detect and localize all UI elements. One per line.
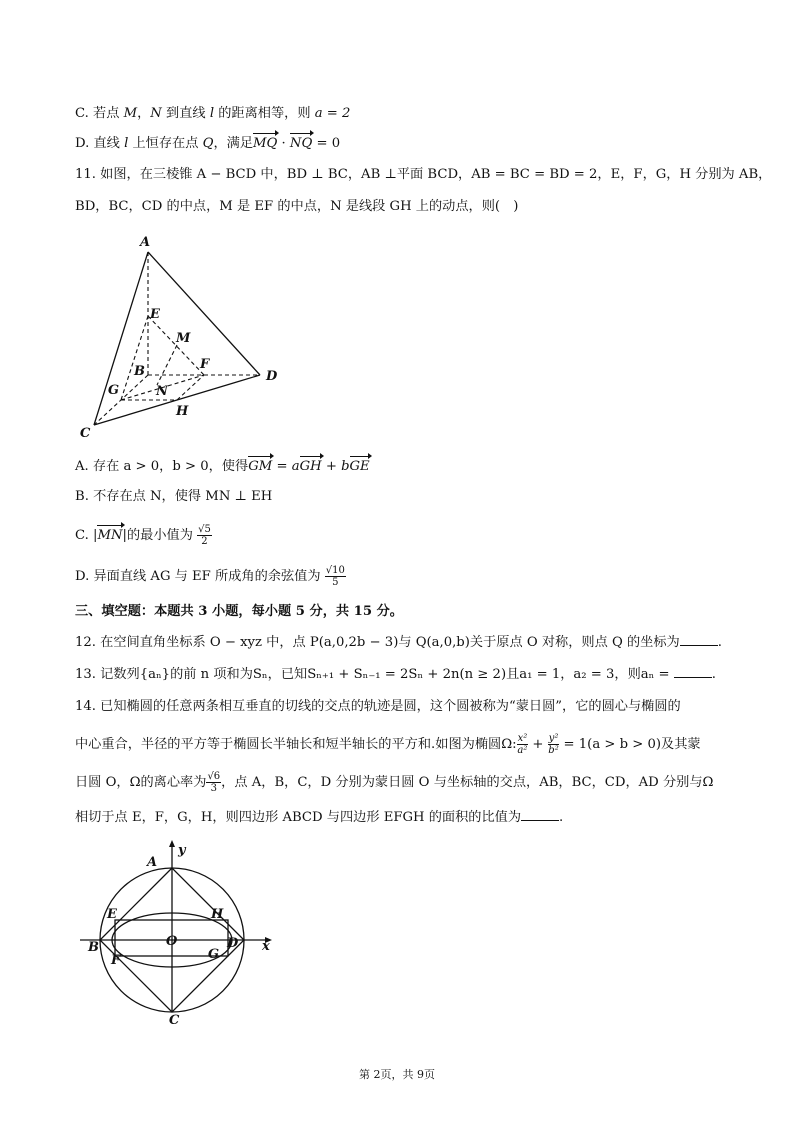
label-c: C: [169, 1013, 180, 1028]
label-a: A: [147, 855, 158, 870]
label-d: D: [266, 369, 278, 384]
q14-line4: 相切于点 E，F，G，H，则四边形 ABCD 与四边形 EFGH 的面积的比值为 .: [75, 810, 564, 825]
label-m: M: [176, 331, 191, 346]
label-d: D: [227, 936, 239, 951]
label-f: F: [200, 357, 210, 372]
q11-tetrahedron-figure: [70, 230, 278, 441]
q14-line1: 14. 已知椭圆的任意两条相互垂直的切线的交点的轨迹是圆，这个圆被称为“蒙日圆”，它的圆心与椭圆的: [75, 699, 681, 714]
q13-text: 13. 记数列{aₙ}的前 n 项和为Sₙ，已知Sₙ₊₁ + Sₙ₋₁ = 2Sₙ + 2n(n ≥ 2)且a₁ = 1，a₂ = 3，则aₙ = .: [75, 667, 716, 682]
label-g: G: [108, 383, 120, 398]
label-c: C: [80, 426, 91, 441]
q13-answer-blank: [674, 665, 712, 678]
q11-stem-line1: 11. 如图，在三棱锥 A − BCD 中，BD ⊥ BC，AB ⊥平面 BCD，AB = BC = BD = 2，E，F，G，H 分别为 AB，: [75, 167, 772, 182]
q14-line3: 日圆 O，Ω的离心率为 $\frac{√6}{3}$ ，点 A，B，C，D 分别为蒙日圆 O 与坐标轴的交点，AB，BC，CD，AD 分别与Ω: [75, 771, 714, 794]
label-e: E: [150, 307, 160, 322]
label-h: H: [211, 907, 224, 922]
q11-option-b: B. 不存在点 N，使得 MN ⊥ EH: [75, 489, 273, 504]
label-g: G: [208, 947, 220, 962]
q12-answer-blank: [680, 633, 718, 646]
q10-option-c: C. 若点 M，N 到直线 l 的距离相等，则 a = 2: [75, 106, 351, 121]
q10-option-d: D. 直线 l 上恒存在点 Q，满足MQ · NQ = 0: [75, 134, 340, 154]
q14-monge-circle-figure: [75, 842, 285, 1028]
q14-line2: 中心重合，半径的平方等于椭圆长半轴长和短半轴长的平方和.如图为椭圆Ω: $\frac{\text{x²}}{\text{a²}}$ + $\frac{\text{y²}}{\text{b²}}$ = 1(a > b > 0)及其蒙: [75, 733, 701, 756]
label-n: N: [156, 384, 168, 399]
q11-option-c: C. |MN|的最小值为 $\frac{√5}{2}$: [75, 524, 211, 547]
q11-option-a: A. 存在 a > 0，b > 0，使得GM = aGH + bGE: [75, 457, 370, 477]
q11-option-d: D. 异面直线 AG 与 EF 所成角的余弦值为 $\frac{√10}{5}$: [75, 565, 345, 588]
q12-text: 12. 在空间直角坐标系 O − xyz 中，点 P(a,0,2b − 3)与 Q(a,0,b)关于原点 O 对称，则点 Q 的坐标为 .: [75, 635, 722, 650]
q14-answer-blank: [521, 808, 559, 821]
label-b: B: [134, 364, 145, 379]
label-o: O: [166, 934, 178, 949]
page-footer: 第 2页，共 9页: [359, 1068, 435, 1081]
label-h: H: [176, 404, 189, 419]
label-y: y: [178, 843, 186, 858]
q11-stem-line2: BD，BC，CD 的中点，M 是 EF 的中点，N 是线段 GH 上的动点，则( ): [75, 199, 519, 214]
label-x: x: [262, 939, 270, 954]
label-a: A: [140, 235, 151, 250]
section-3-title: 三、填空题：本题共 3 小题，每小题 5 分，共 15 分。: [75, 604, 403, 619]
label-f: F: [111, 953, 121, 968]
label-e: E: [107, 907, 117, 922]
label-b: B: [88, 940, 99, 955]
